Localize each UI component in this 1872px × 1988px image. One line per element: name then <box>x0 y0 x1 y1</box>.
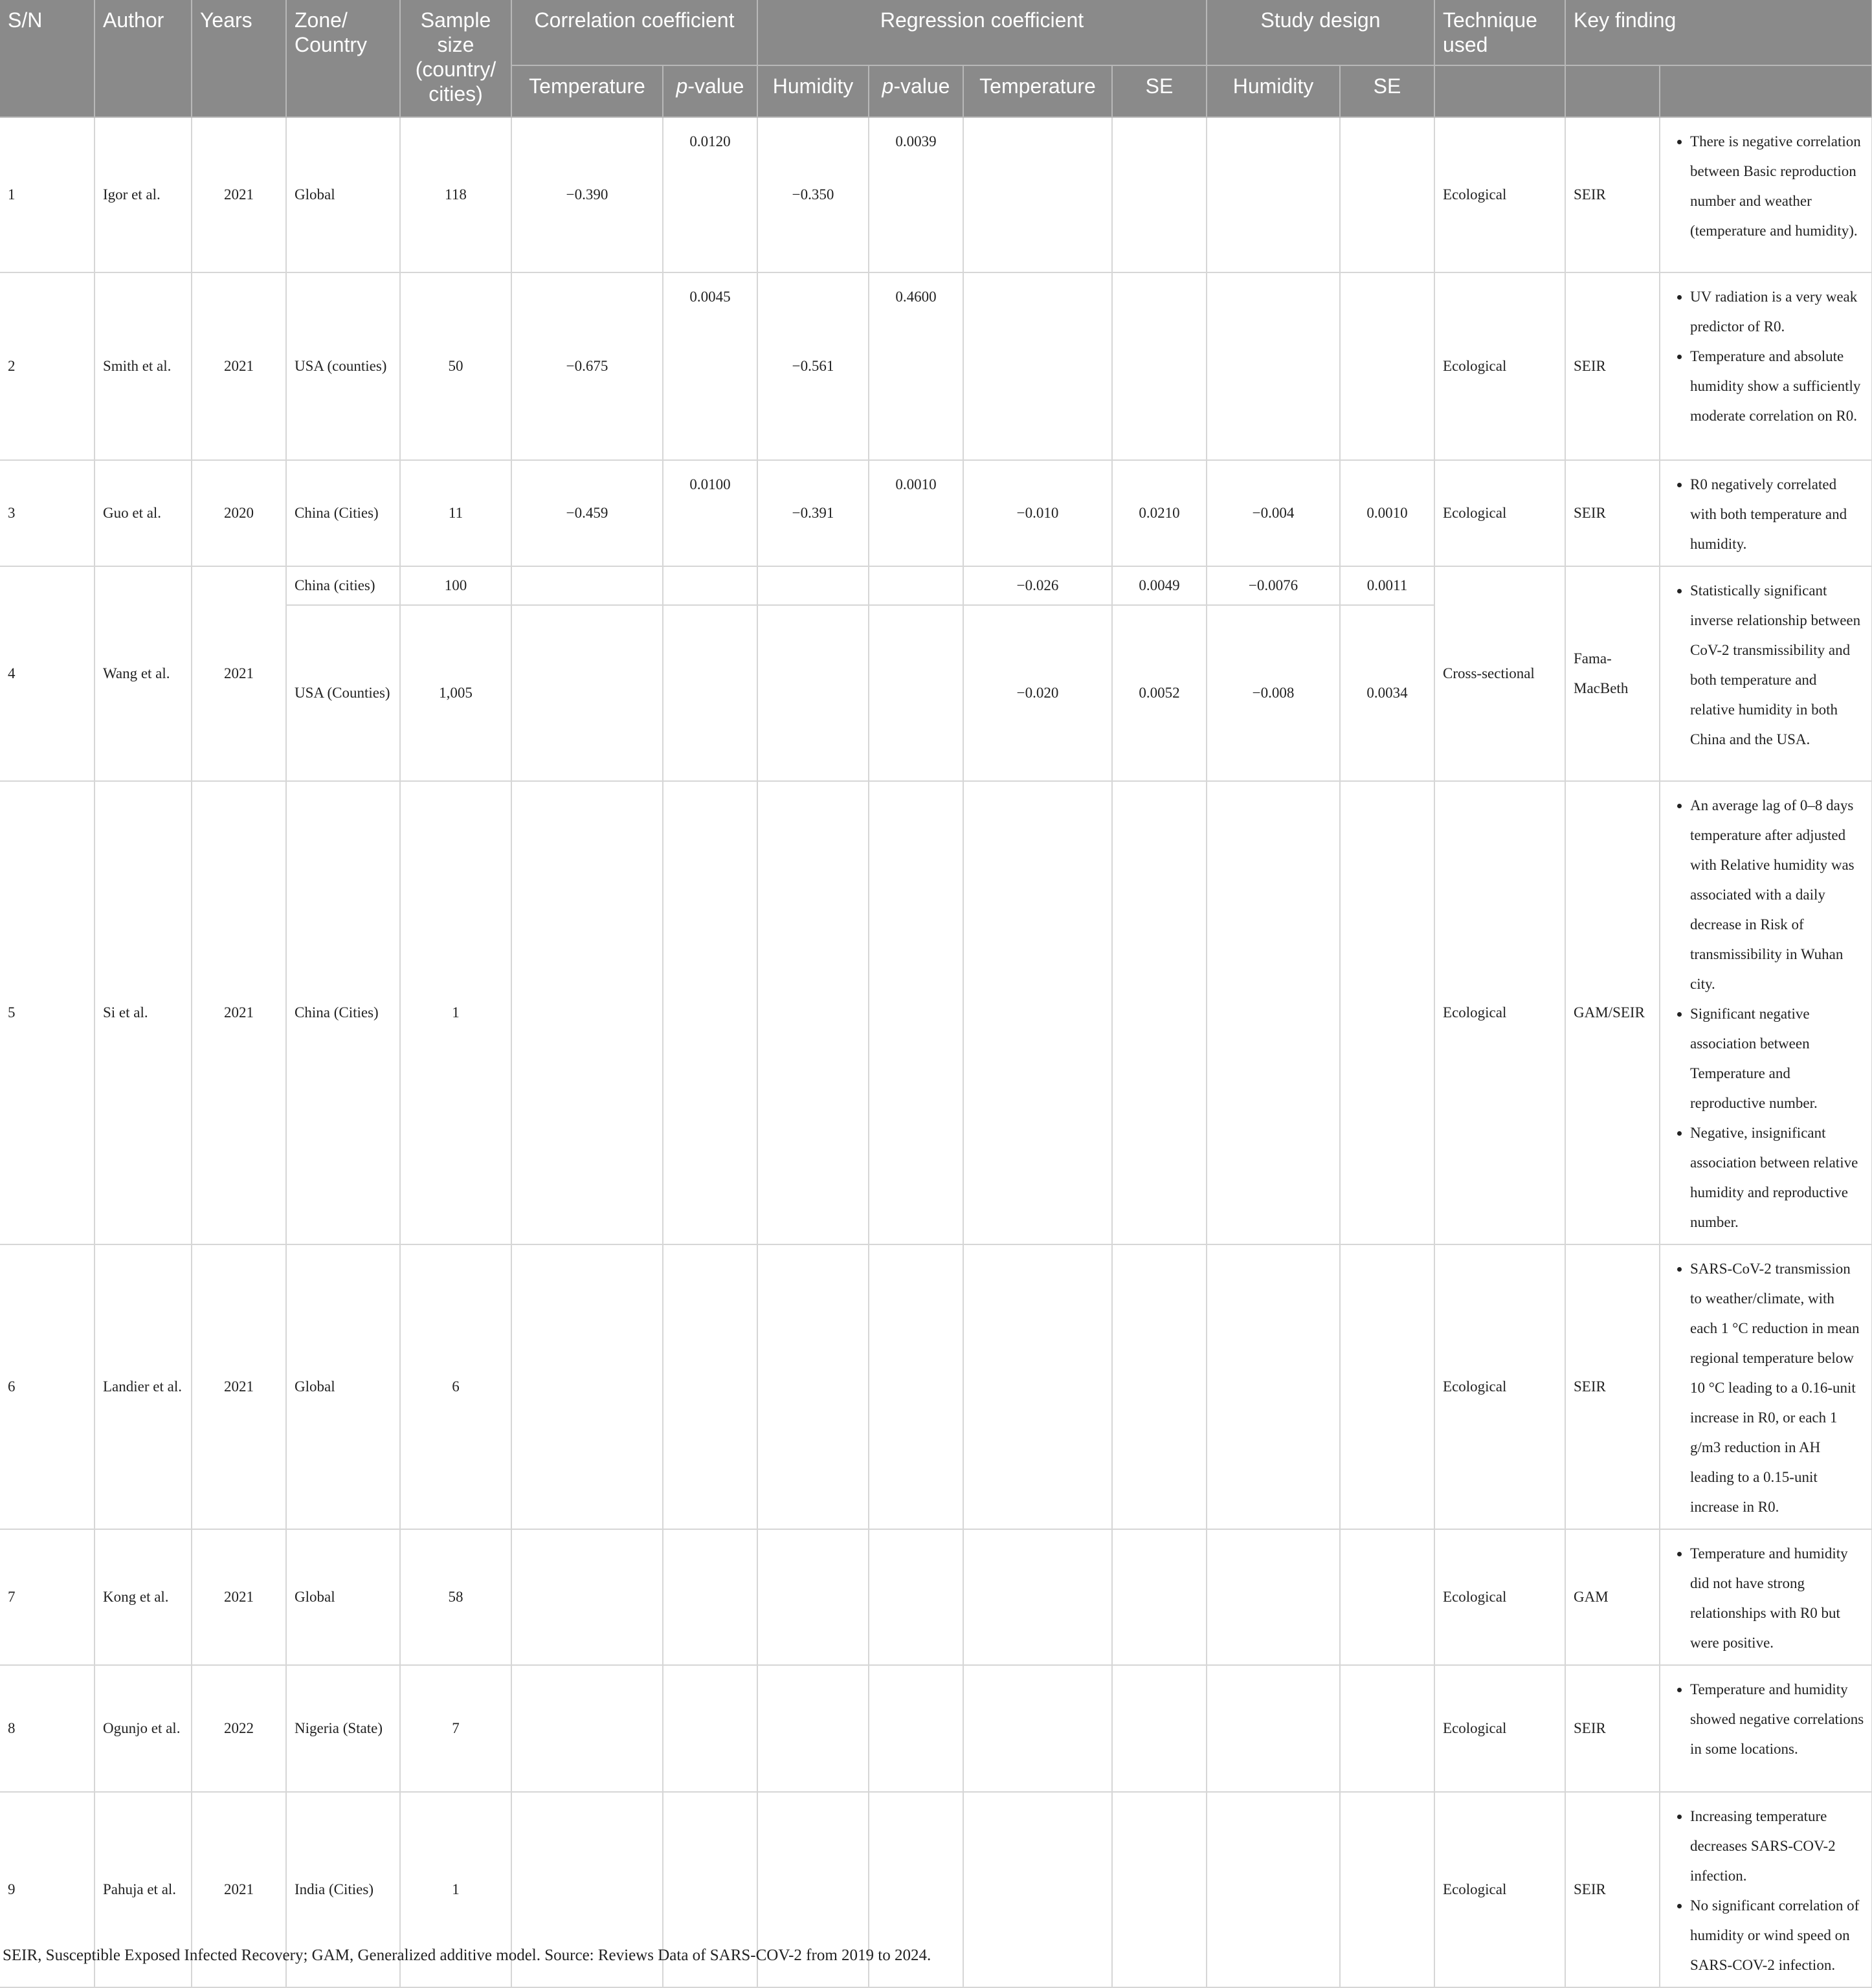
cell-zone: USA (Counties) <box>286 605 400 781</box>
cell-technique: SEIR <box>1565 117 1660 272</box>
cell-empty <box>1207 1529 1340 1665</box>
table-row <box>0 460 1872 566</box>
header-correlation-coefficient: Correlation coefficient <box>511 0 757 65</box>
finding-item: • Significant negative association between Temperature and reproductive number. <box>1690 999 1865 1118</box>
cell-empty <box>1207 117 1340 272</box>
finding-item: • Temperature and humidity did not have strong relationships with R0 but were positive. <box>1690 1539 1865 1658</box>
cell-corr-temp: −0.459 <box>511 460 663 566</box>
cell-technique: SEIR <box>1565 1244 1660 1529</box>
header-sn: S/N <box>0 0 95 117</box>
cell-reg-hum: −0.0076 <box>1207 566 1340 605</box>
cell-design: Ecological <box>1434 1529 1565 1665</box>
table-row <box>0 117 1872 272</box>
cell-empty <box>1112 1665 1207 1792</box>
finding-item: • Negative, insignificant association between relative humidity and reproductive number. <box>1690 1118 1865 1237</box>
cell-empty <box>869 1665 963 1792</box>
cell-key-finding <box>1660 272 1872 460</box>
cell-empty <box>757 1244 869 1529</box>
cell-empty <box>663 605 757 781</box>
cell-sn: 3 <box>0 460 95 566</box>
cell-empty <box>1112 272 1207 460</box>
cell-empty <box>1207 781 1340 1244</box>
cell-sample: 1 <box>400 1792 511 1987</box>
cell-empty <box>963 1792 1112 1987</box>
cell-empty <box>663 1665 757 1792</box>
cell-sample: 100 <box>400 566 511 605</box>
cell-reg-hum: −0.008 <box>1207 605 1340 781</box>
cell-author: Guo et al. <box>95 460 192 566</box>
cell-corr-hum: −0.561 <box>757 272 869 460</box>
table-footnote: SEIR, Susceptible Exposed Infected Recovery; GAM, Generalized additive model. Source: Reviews Data of SARS-COV-2 from 2019 to 2024. <box>3 1947 931 1964</box>
cell-year: 2021 <box>192 1792 286 1987</box>
finding-item: • R0 negatively correlated with both temperature and humidity. <box>1690 470 1865 559</box>
cell-reg-temp-se: 0.0052 <box>1112 605 1207 781</box>
cell-zone: India (Cities) <box>286 1792 400 1987</box>
cell-empty <box>1112 1792 1207 1987</box>
cell-year: 2020 <box>192 460 286 566</box>
cell-technique: GAM/SEIR <box>1565 781 1660 1244</box>
cell-empty <box>1340 1665 1434 1792</box>
cell-author: Igor et al. <box>95 117 192 272</box>
cell-corr-temp-p: 0.0100 <box>663 460 757 566</box>
cell-key-finding <box>1660 1529 1872 1665</box>
cell-empty <box>511 1529 663 1665</box>
cell-technique: SEIR <box>1565 460 1660 566</box>
cell-zone: Nigeria (State) <box>286 1665 400 1792</box>
subheader-se: SE <box>1112 65 1207 117</box>
cell-empty <box>511 566 663 605</box>
cell-reg-temp: −0.026 <box>963 566 1112 605</box>
cell-design: Ecological <box>1434 781 1565 1244</box>
cell-corr-temp: −0.675 <box>511 272 663 460</box>
header-zone: Zone/ Country <box>286 0 400 117</box>
cell-year: 2021 <box>192 117 286 272</box>
p-italic: p <box>676 74 688 98</box>
cell-empty <box>1340 781 1434 1244</box>
table-body <box>0 117 1872 1987</box>
cell-reg-temp: −0.020 <box>963 605 1112 781</box>
cell-sample: 1,005 <box>400 605 511 781</box>
header-technique-used: Technique used <box>1434 0 1565 65</box>
cell-reg-hum-se: 0.0034 <box>1340 605 1434 781</box>
cell-empty <box>663 1244 757 1529</box>
cell-empty <box>511 605 663 781</box>
header-sample-size: Sample size (country/ cities) <box>400 0 511 117</box>
cell-year: 2021 <box>192 781 286 1244</box>
cell-corr-temp: −0.390 <box>511 117 663 272</box>
cell-design: Ecological <box>1434 117 1565 272</box>
header-author: Author <box>95 0 192 117</box>
cell-sample: 1 <box>400 781 511 1244</box>
cell-sn: 1 <box>0 117 95 272</box>
subheader-empty <box>1660 65 1872 117</box>
cell-empty <box>1112 117 1207 272</box>
cell-year: 2021 <box>192 1244 286 1529</box>
cell-year: 2022 <box>192 1665 286 1792</box>
cell-empty <box>757 566 869 605</box>
cell-corr-hum: −0.391 <box>757 460 869 566</box>
cell-design: Cross-sectional <box>1434 566 1565 781</box>
cell-year: 2021 <box>192 566 286 781</box>
cell-reg-temp: −0.010 <box>963 460 1112 566</box>
cell-corr-hum-p: 0.0010 <box>869 460 963 566</box>
cell-empty <box>1340 117 1434 272</box>
finding-item: • An average lag of 0–8 days temperature after adjusted with Relative humidity was associated with a daily decrease in Risk of transmissibility in Wuhan city. <box>1690 791 1865 999</box>
cell-empty <box>757 1529 869 1665</box>
cell-empty <box>963 1665 1112 1792</box>
cell-empty <box>1112 1244 1207 1529</box>
table-row <box>0 272 1872 460</box>
cell-empty <box>663 1529 757 1665</box>
cell-corr-hum: −0.350 <box>757 117 869 272</box>
subheader-p-value <box>869 65 963 117</box>
header-years: Years <box>192 0 286 117</box>
cell-sample: 58 <box>400 1529 511 1665</box>
cell-empty <box>869 781 963 1244</box>
cell-technique: SEIR <box>1565 272 1660 460</box>
cell-year: 2021 <box>192 1529 286 1665</box>
cell-empty <box>963 1244 1112 1529</box>
cell-author: Ogunjo et al. <box>95 1665 192 1792</box>
cell-corr-temp-p: 0.0120 <box>663 117 757 272</box>
cell-empty <box>1207 272 1340 460</box>
cell-empty <box>663 566 757 605</box>
cell-sn: 5 <box>0 781 95 1244</box>
cell-empty <box>1340 1529 1434 1665</box>
cell-key-finding <box>1660 1792 1872 1987</box>
cell-empty <box>1112 1529 1207 1665</box>
finding-item: • No significant correlation of humidity or wind speed on SARS-COV-2 infection. <box>1690 1891 1865 1980</box>
cell-empty <box>963 781 1112 1244</box>
cell-corr-hum-p: 0.0039 <box>869 117 963 272</box>
cell-zone: China (Cities) <box>286 781 400 1244</box>
subheader-humidity: Humidity <box>757 65 869 117</box>
cell-corr-temp-p: 0.0045 <box>663 272 757 460</box>
cell-sample: 118 <box>400 117 511 272</box>
cell-author: Pahuja et al. <box>95 1792 192 1987</box>
finding-item: • Statistically significant inverse relationship between CoV-2 transmissibility and both temperature and relative humidity in both China and the USA. <box>1690 576 1865 755</box>
cell-author: Smith et al. <box>95 272 192 460</box>
cell-design: Ecological <box>1434 272 1565 460</box>
cell-empty <box>1340 1792 1434 1987</box>
cell-zone: Global <box>286 1529 400 1665</box>
subheader-humidity: Humidity <box>1207 65 1340 117</box>
cell-empty <box>1207 1665 1340 1792</box>
cell-technique: Fama-MacBeth <box>1565 566 1660 781</box>
cell-design: Ecological <box>1434 1665 1565 1792</box>
table-row <box>0 1665 1872 1792</box>
subheader-se: SE <box>1340 65 1434 117</box>
cell-empty <box>1207 1792 1340 1987</box>
cell-design: Ecological <box>1434 1244 1565 1529</box>
cell-design: Ecological <box>1434 460 1565 566</box>
cell-zone: Global <box>286 117 400 272</box>
cell-empty <box>869 605 963 781</box>
cell-empty <box>869 1529 963 1665</box>
header-key-finding: Key finding <box>1565 0 1872 65</box>
cell-empty <box>963 1529 1112 1665</box>
cell-empty <box>963 117 1112 272</box>
finding-item: • Increasing temperature decreases SARS-COV-2 infection. <box>1690 1802 1865 1891</box>
finding-item: • Temperature and absolute humidity show a sufficiently moderate correlation on R0. <box>1690 342 1865 431</box>
cell-key-finding <box>1660 1665 1872 1792</box>
cell-key-finding <box>1660 460 1872 566</box>
cell-sample: 6 <box>400 1244 511 1529</box>
cell-key-finding <box>1660 117 1872 272</box>
cell-sample: 7 <box>400 1665 511 1792</box>
subheader-temperature: Temperature <box>511 65 663 117</box>
subheader-temperature: Temperature <box>963 65 1112 117</box>
cell-technique: SEIR <box>1565 1665 1660 1792</box>
cell-design: Ecological <box>1434 1792 1565 1987</box>
table-header <box>0 0 1872 117</box>
cell-sn: 4 <box>0 566 95 781</box>
cell-empty <box>663 781 757 1244</box>
cell-reg-hum-se: 0.0011 <box>1340 566 1434 605</box>
cell-zone: China (cities) <box>286 566 400 605</box>
cell-empty <box>757 1665 869 1792</box>
p-suffix: -value <box>893 74 950 98</box>
finding-item: • SARS-CoV-2 transmission to weather/climate, with each 1 °C reduction in mean regional temperature below 10 °C leading to a 0.16-unit increase in R0, or each 1 g/m3 reduction in AH leading to a 0.15-unit increase in R0. <box>1690 1254 1865 1522</box>
table-row <box>0 781 1872 1244</box>
cell-empty <box>511 1244 663 1529</box>
cell-corr-hum-p: 0.4600 <box>869 272 963 460</box>
cell-empty <box>757 605 869 781</box>
cell-empty <box>869 1244 963 1529</box>
cell-technique: GAM <box>1565 1529 1660 1665</box>
subheader-p-value <box>663 65 757 117</box>
cell-zone: China (Cities) <box>286 460 400 566</box>
p-italic: p <box>882 74 894 98</box>
cell-empty <box>1340 272 1434 460</box>
cell-empty <box>511 781 663 1244</box>
cell-sample: 11 <box>400 460 511 566</box>
finding-item: • UV radiation is a very weak predictor of R0. <box>1690 282 1865 342</box>
cell-sn: 9 <box>0 1792 95 1987</box>
cell-empty <box>869 566 963 605</box>
cell-year: 2021 <box>192 272 286 460</box>
cell-author: Wang et al. <box>95 566 192 781</box>
cell-sn: 8 <box>0 1665 95 1792</box>
cell-key-finding <box>1660 566 1872 781</box>
cell-key-finding <box>1660 781 1872 1244</box>
cell-technique: SEIR <box>1565 1792 1660 1987</box>
cell-empty <box>963 272 1112 460</box>
cell-reg-temp-se: 0.0049 <box>1112 566 1207 605</box>
cell-key-finding <box>1660 1244 1872 1529</box>
cell-author: Landier et al. <box>95 1244 192 1529</box>
table-row <box>0 1529 1872 1665</box>
table-row <box>0 566 1872 605</box>
subheader-empty <box>1565 65 1660 117</box>
header-study-design: Study design <box>1207 0 1434 65</box>
cell-sample: 50 <box>400 272 511 460</box>
cell-zone: USA (counties) <box>286 272 400 460</box>
cell-sn: 6 <box>0 1244 95 1529</box>
cell-empty <box>757 781 869 1244</box>
table-row <box>0 1244 1872 1529</box>
cell-empty <box>1340 1244 1434 1529</box>
cell-empty <box>1207 1244 1340 1529</box>
cell-reg-hum-se: 0.0010 <box>1340 460 1434 566</box>
cell-author: Si et al. <box>95 781 192 1244</box>
cell-reg-hum: −0.004 <box>1207 460 1340 566</box>
p-suffix: -value <box>687 74 744 98</box>
cell-empty <box>511 1665 663 1792</box>
header-regression-coefficient: Regression coefficient <box>757 0 1207 65</box>
subheader-empty <box>1434 65 1565 117</box>
cell-zone: Global <box>286 1244 400 1529</box>
cell-author: Kong et al. <box>95 1529 192 1665</box>
cell-reg-temp-se: 0.0210 <box>1112 460 1207 566</box>
cell-empty <box>1112 781 1207 1244</box>
cell-sn: 7 <box>0 1529 95 1665</box>
finding-item: • There is negative correlation between Basic reproduction number and weather (temperature and humidity). <box>1690 127 1865 246</box>
finding-item: • Temperature and humidity showed negative correlations in some locations. <box>1690 1675 1865 1764</box>
cell-sn: 2 <box>0 272 95 460</box>
